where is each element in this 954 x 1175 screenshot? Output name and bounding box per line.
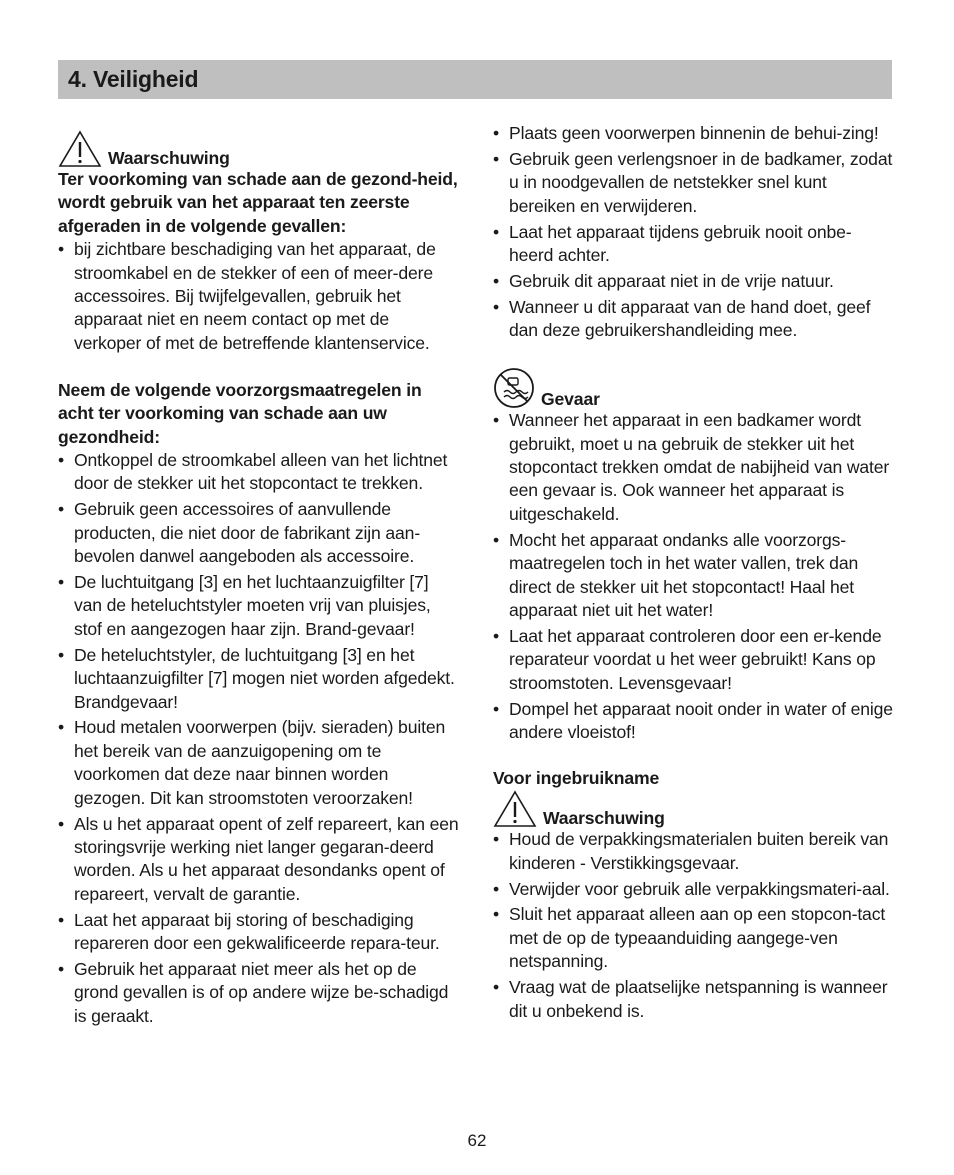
left-column — [58, 130, 460, 1031]
list-item: • Gebruik dit apparaat niet in de vrije natuur. — [493, 270, 893, 293]
before-use-list — [493, 828, 893, 1023]
warning-heading-label: Waarschuwing — [108, 147, 230, 168]
warning-triangle-icon — [493, 790, 537, 828]
page-number: 62 — [467, 1131, 487, 1150]
no-water-icon — [493, 367, 535, 409]
right-column — [493, 122, 893, 1026]
list-item: • Plaats geen voorwerpen binnenin de behui-zing! — [493, 122, 893, 145]
before-use-heading: Voor ingebruikname — [493, 767, 660, 788]
warning-intro: Ter voorkoming van schade aan de gezond-heid, wordt gebruik van het apparaat ten zeerste afgeraden in de volgende gevallen: — [58, 169, 458, 236]
list-item: • Als u het apparaat opent of zelf repareert, kan een storingsvrije werking niet langer gegaran-deerd worden. Als u het apparaat desondanks opent of repareert, vervalt de garantie. — [58, 813, 460, 907]
list-item: • Gebruik het apparaat niet meer als het op de grond gevallen is of op andere wijze be-schadigd is geraakt. — [58, 958, 460, 1028]
section-header-bar — [58, 60, 892, 99]
list-item: • Laat het apparaat controleren door een er-kende reparateur voordat u het weer gebruikt! Kans op stroomstoten. Levensgevaar! — [493, 625, 893, 695]
warning-triangle-icon — [58, 130, 102, 168]
warning-heading — [58, 130, 460, 168]
danger-heading — [493, 367, 893, 409]
precautions-intro: Neem de volgende voorzorgsmaatregelen in acht ter voorkoming van schade aan uw gezondheid: — [58, 379, 422, 447]
list-item: • Vraag wat de plaatselijke netspanning is wanneer dit u onbekend is. — [493, 976, 893, 1023]
warning-heading-label: Waarschuwing — [543, 807, 665, 828]
list-item: • Laat het apparaat tijdens gebruik nooit onbe-heerd achter. — [493, 221, 893, 268]
list-item: • Houd metalen voorwerpen (bijv. sieraden) buiten het bereik van de aanzuigopening om te voorkomen dat deze naar binnen worden gezogen. Dit kan stroomstoten veroorzaken! — [58, 716, 460, 810]
list-item: • bij zichtbare beschadiging van het apparaat, de stroomkabel en de stekker of een of meer-dere accessoires. Bij twijfelgevallen, gebruik het apparaat niet en neem contact op met de verkoper of met de betreffende klantenservice. — [58, 238, 460, 355]
list-item: • Laat het apparaat bij storing of beschadiging repareren door een gekwalificeerde repara-teur. — [58, 909, 460, 956]
list-item: • Sluit het apparaat alleen aan op een stopcon-tact met de op de typeaanduiding aangege-ven netspanning. — [493, 903, 893, 973]
list-item: • De luchtuitgang [3] en het luchtaanzuigfilter [7] van de heteluchtstyler moeten vrij van pluisjes, stof en aangezogen haar zijn. Brand-gevaar! — [58, 571, 460, 641]
list-item: • Gebruik geen accessoires of aanvullende producten, die niet door de fabrikant zijn aan-bevolen danwel aangeboden als accessoire. — [58, 498, 460, 568]
precautions-list — [58, 449, 460, 1028]
danger-list — [493, 409, 893, 744]
list-item: • De heteluchtstyler, de luchtuitgang [3] en het luchtaanzuigfilter [7] mogen niet worden afgedekt. Brandgevaar! — [58, 644, 460, 714]
list-item: • Gebruik geen verlengsnoer in de badkamer, zodat u in noodgevallen de netstekker snel kunt bereiken en verwijderen. — [493, 148, 893, 218]
danger-heading-label: Gevaar — [541, 388, 600, 409]
list-item: • Wanneer u dit apparaat van de hand doet, geef dan deze gebruikershandleiding mee. — [493, 296, 893, 343]
list-item: • Wanneer het apparaat in een badkamer wordt gebruikt, moet u na gebruik de stekker uit het stopcontact trekken omdat de nabijheid van water een gevaar is. Ook wanneer het apparaat is uitgeschakeld. — [493, 409, 893, 526]
list-item: • Mocht het apparaat ondanks alle voorzorgs-maatregelen toch in het water vallen, trek dan direct de stekker uit het stopcontact! Haal het apparaat niet uit het water! — [493, 529, 893, 623]
warning-heading-2 — [493, 790, 893, 828]
list-item: • Dompel het apparaat nooit onder in water of enige andere vloeistof! — [493, 698, 893, 745]
top-list — [493, 122, 893, 343]
section-title: 4. Veiligheid — [68, 66, 199, 92]
list-item: • Verwijder voor gebruik alle verpakkingsmateri-aal. — [493, 878, 893, 901]
warning-list — [58, 238, 460, 355]
list-item: • Ontkoppel de stroomkabel alleen van het lichtnet door de stekker uit het stopcontact te trekken. — [58, 449, 460, 496]
list-item: • Houd de verpakkingsmaterialen buiten bereik van kinderen - Verstikkingsgevaar. — [493, 828, 893, 875]
